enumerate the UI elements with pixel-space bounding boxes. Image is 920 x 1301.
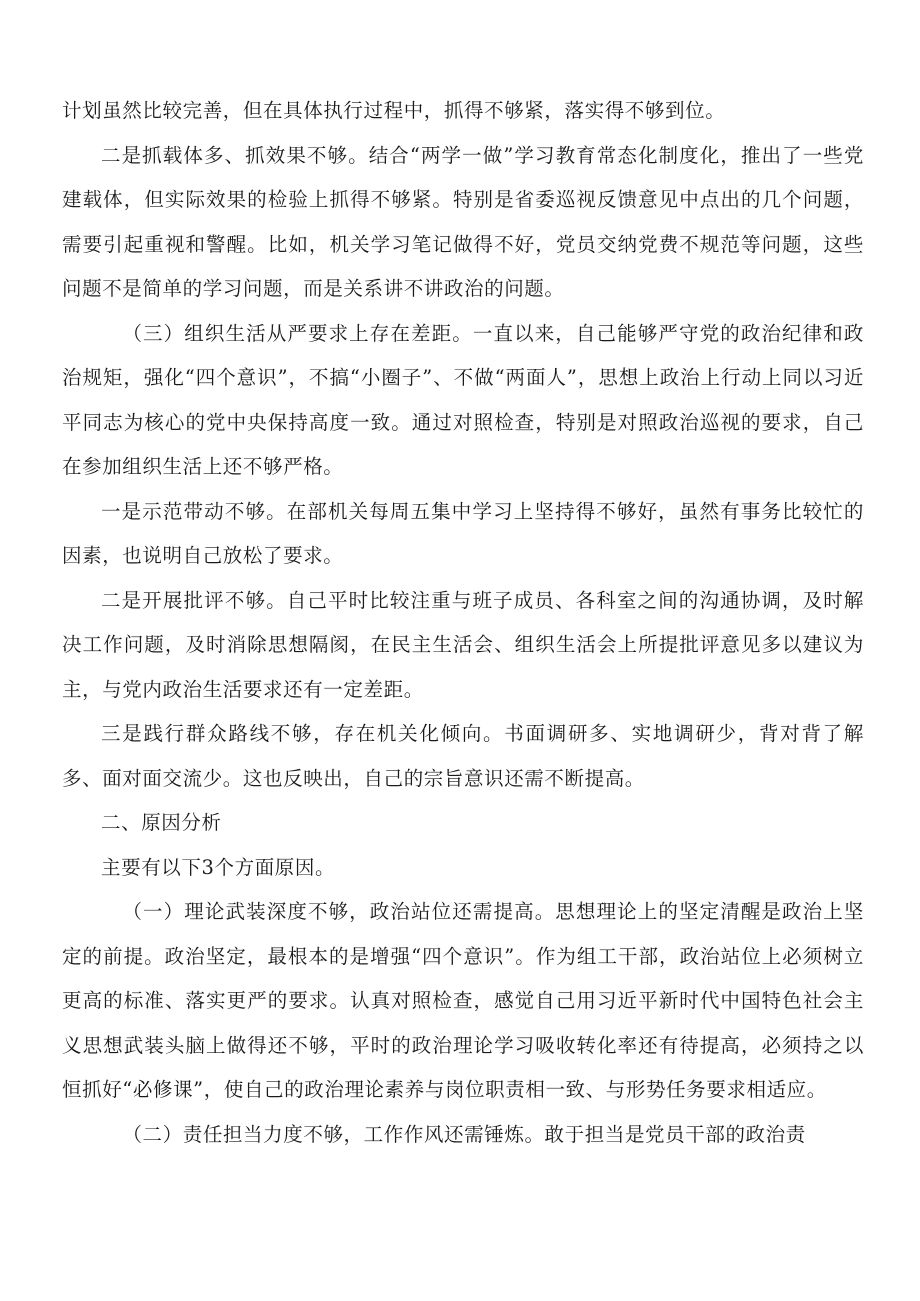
paragraph-point-two-criticism: 二是开展批评不够。自己平时比较注重与班子成员、各科室之间的沟通协调，及时解决工作问题，及时消除思想隔阂，在民主生活会、组织生活会上所提批评意见多以建议为主，与党内政治生活要求还有一定差距。 bbox=[62, 588, 864, 701]
paragraph-point-three-mass-line: 三是践行群众路线不够，存在机关化倾向。书面调研多、实地调研少，背对背了解多、面对面交流少。这也反映出，自己的宗旨意识还需不断提高。 bbox=[62, 722, 864, 790]
paragraph-section-three-organization-life: （三）组织生活从严要求上存在差距。一直以来，自己能够严守党的政治纪律和政治规矩，强化“四个意识”，不搞“小圈子”、不做“两面人”，思想上政治上行动上同以习近平同志为核心的党中央保持高度一致。通过对照检查，特别是对照政治巡视的要求，自己在参加组织生活上还不够严格。 bbox=[62, 321, 864, 478]
paragraph-point-one-example: 一是示范带动不够。在部机关每周五集中学习上坚持得不够好，虽然有事务比较忙的因素，也说明自己放松了要求。 bbox=[62, 499, 864, 567]
paragraph-continuation: 计划虽然比较完善，但在具体执行过程中，抓得不够紧，落实得不够到位。 bbox=[62, 99, 726, 122]
paragraph-point-two-carriers: 二是抓载体多、抓效果不够。结合“两学一做”学习教育常态化制度化，推出了一些党建载体，但实际效果的检验上抓得不够紧。特别是省委巡视反馈意见中点出的几个问题，需要引起重视和警醒。比如，机关学习笔记做得不好，党员交纳党费不规范等问题，这些问题不是简单的学习问题，而是关系讲不讲政治的问题。 bbox=[62, 143, 864, 300]
heading-cause-analysis: 二、原因分析 bbox=[101, 811, 222, 834]
document-body bbox=[62, 89, 864, 1157]
paragraph-cause-summary: 主要有以下3个方面原因。 bbox=[101, 855, 336, 879]
paragraph-cause-one-theory: （一）理论武装深度不够，政治站位还需提高。思想理论上的坚定清醒是政治上坚定的前提。政治坚定，最根本的是增强“四个意识”。作为组工干部，政治站位上必须树立更高的标准、落实更严的要求。认真对照检查，感觉自己用习近平新时代中国特色社会主义思想武装头脑上做得还不够，平时的政治理论学习吸收转化率还有待提高，必须持之以恒抓好“必修课”，使自己的政治理论素养与岗位职责相一致、与形势任务要求相适应。 bbox=[62, 900, 864, 1101]
paragraph-cause-two-responsibility: （二）责任担当力度不够，工作作风还需锤炼。敢于担当是党员干部的政治责 bbox=[122, 1122, 806, 1146]
